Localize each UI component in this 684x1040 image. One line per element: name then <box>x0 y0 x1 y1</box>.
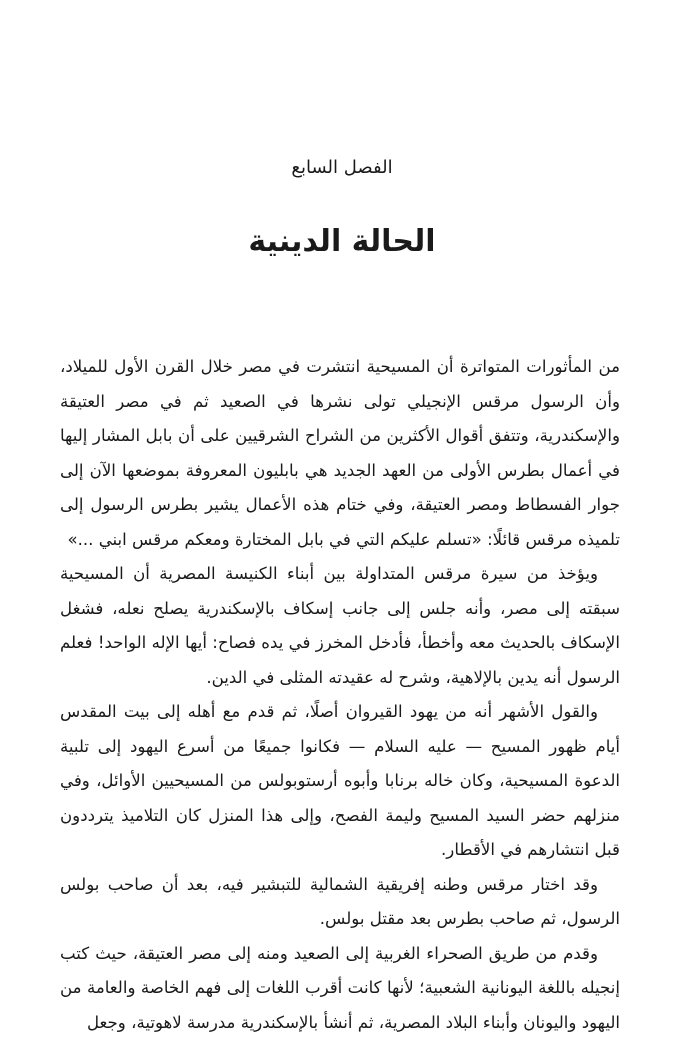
paragraph: ويؤخذ من سيرة مرقس المتداولة بين أبناء الكنيسة المصرية أن المسيحية سبقته إلى مصر، وأنه جلس إلى جانب إسكاف بالإسكندرية يصلح نعله، فشغل الإسكاف بالحديث معه وأخطأ، فأدخل المخرز في يده فصاح: أيها الإله الواحد! فعلم الرسول أنه يدين بالإلاهية، وشرح له عقيدته المثلى في الدين. <box>60 557 620 695</box>
body-text <box>60 350 620 1040</box>
chapter-title: الحالة الدينية <box>0 222 684 262</box>
paragraph: وقد اختار مرقس وطنه إفريقية الشمالية للتبشير فيه، بعد أن صاحب بولس الرسول، ثم صاحب بطرس بعد مقتل بولس. <box>60 868 620 937</box>
paragraph: وقدم من طريق الصحراء الغربية إلى الصعيد ومنه إلى مصر العتيقة، حيث كتب إنجيله باللغة اليونانية الشعبية؛ لأنها كانت أقرب اللغات إلى فهم الخاصة والعامة من اليهود واليونان وأبناء البلاد المصرية، ثم أنشأ بالإسكندرية مدرسة لاهوتية، وجعل <box>60 937 620 1040</box>
paragraph: والقول الأشهر أنه من يهود القيروان أصلًا، ثم قدم مع أهله إلى بيت المقدس أيام ظهور المسيح — عليه السلام — فكانوا جميعًا من أسرع اليهود إلى تلبية الدعوة المسيحية، وكان خاله برنابا وأبوه أرستوبولس من المسيحيين الأوائل، وفي منزلهم حضر السيد المسيح وليمة الفصح، وإلى هذا المنزل كان التلاميذ يترددون قبل انتشارهم في الأقطار. <box>60 695 620 868</box>
paragraph: من المأثورات المتواترة أن المسيحية انتشرت في مصر خلال القرن الأول للميلاد، وأن الرسول مرقس الإنجيلي تولى نشرها في الصعيد ثم في مصر العتيقة والإسكندرية، وتتفق أقوال الأكثرين من الشراح الشرقيين على أن بابل المشار إليها في أعمال بطرس الأولى من العهد الجديد هي بابليون المعروفة بموضعها الآن إلى جوار الفسطاط ومصر العتيقة، وفي ختام هذه الأعمال يشير بطرس الرسول إلى تلميذه مرقس قائلًا: «تسلم عليكم التي في بابل المختارة ومعكم مرقس ابني ...» <box>60 350 620 557</box>
chapter-label: الفصل السابع <box>0 156 684 180</box>
